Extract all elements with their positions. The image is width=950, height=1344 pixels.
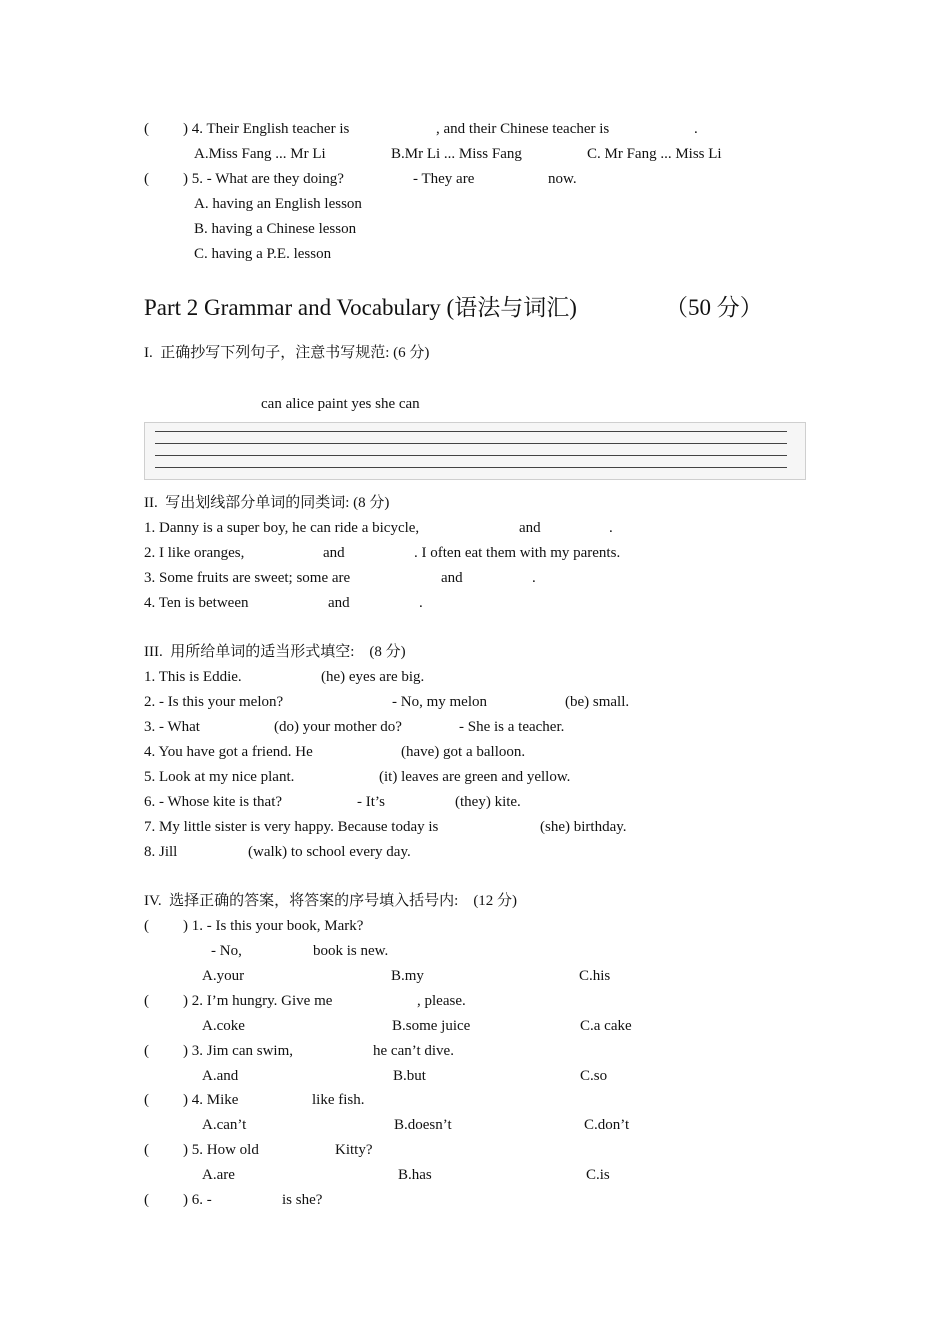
copy-sentence: can alice paint yes she can [261, 396, 420, 412]
s3-item-2-b: - No, my melon [392, 694, 487, 710]
s4-q1-stem: ) 1. - Is this your book, Mark? [183, 918, 364, 934]
s3-item-4-a: 4. You have got a friend. He [144, 744, 313, 760]
s4-q1-option-a: A.your [202, 968, 245, 984]
s3-item-3-c: - She is a teacher. [459, 719, 565, 735]
s4-q3-tail: he can’t dive. [373, 1043, 454, 1059]
s3-item-6-a: 6. - Whose kite is that? [144, 794, 283, 810]
question-5-mid: - They are [413, 171, 475, 187]
s4-q5-stem: ) 5. How old [183, 1142, 259, 1158]
question-4-stem: ) 4. Their English teacher is [183, 121, 350, 137]
s4-q4-tail: like fish. [312, 1092, 365, 1108]
s2-item-4-and: and [328, 595, 350, 611]
s2-item-4-end: . [419, 595, 423, 611]
s4-q5-option-a: A.are [202, 1167, 235, 1183]
s3-item-8-a: 8. Jill [144, 844, 178, 860]
s4-q1-line2-a: - No, [211, 943, 242, 959]
s4-q3-option-a: A.and [202, 1068, 239, 1084]
question-4-option-a: A.Miss Fang ... Mr Li [194, 146, 326, 162]
s2-item-1-end: . [609, 520, 613, 536]
question-5-option-b: B. having a Chinese lesson [194, 221, 357, 237]
s4-q6-stem: ) 6. - [183, 1192, 212, 1208]
s4-q4-option-b: B.doesn’t [394, 1117, 452, 1133]
question-5-stem: ) 5. - What are they doing? [183, 171, 344, 187]
writing-line [155, 431, 787, 432]
s3-item-3-b: (do) your mother do? [274, 719, 402, 735]
s3-item-2-a: 2. - Is this your melon? [144, 694, 284, 710]
question-4-option-b: B.Mr Li ... Miss Fang [391, 146, 522, 162]
s3-item-2-c: (be) small. [565, 694, 630, 710]
s3-item-1-a: 1. This is Eddie. [144, 669, 242, 685]
s3-item-1-b: (he) eyes are big. [321, 669, 425, 685]
s4-q4-stem: ) 4. Mike [183, 1092, 239, 1108]
s3-item-6-b: - It’s [357, 794, 385, 810]
part-2-title: Part 2 Grammar and Vocabulary (语法与词汇) [144, 295, 577, 320]
s2-item-2-and: and [323, 545, 345, 561]
s4-q3-stem: ) 3. Jim can swim, [183, 1043, 293, 1059]
answer-paren-open: ( [144, 918, 149, 934]
s2-item-1-and: and [519, 520, 541, 536]
s2-item-3-text: 3. Some fruits are sweet; some are [144, 570, 351, 586]
question-4-option-c: C. Mr Fang ... Miss Li [587, 146, 722, 162]
question-4-end: . [694, 121, 698, 137]
s3-item-5-b: (it) leaves are green and yellow. [379, 769, 571, 785]
answer-paren-open: ( [144, 993, 149, 1009]
s4-q1-option-b: B.my [391, 968, 424, 984]
answer-paren-open: ( [144, 1043, 149, 1059]
s2-item-3-and: and [441, 570, 463, 586]
s3-item-7-a: 7. My little sister is very happy. Because today is [144, 819, 439, 835]
question-4-mid: , and their Chinese teacher is [436, 121, 610, 137]
s2-item-4-text: 4. Ten is between [144, 595, 249, 611]
s2-item-1-text: 1. Danny is a super boy, he can ride a bicycle, [144, 520, 420, 536]
answer-paren-open: ( [144, 1142, 149, 1158]
s4-q2-stem: ) 2. I’m hungry. Give me [183, 993, 333, 1009]
part-2-score: （50 分） [665, 295, 763, 320]
s3-item-8-b: (walk) to school every day. [248, 844, 411, 860]
writing-line [155, 455, 787, 456]
s3-item-5-a: 5. Look at my nice plant. [144, 769, 295, 785]
s4-q2-option-c: C.a cake [580, 1018, 632, 1034]
section-3-heading: III. 用所给单词的适当形式填空: (8 分) [144, 644, 406, 660]
s4-q5-option-c: C.is [586, 1167, 610, 1183]
s4-q3-option-b: B.but [393, 1068, 426, 1084]
question-5-end: now. [548, 171, 577, 187]
s4-q1-option-c: C.his [579, 968, 611, 984]
answer-paren-open: ( [144, 1092, 149, 1108]
section-2-heading: II. 写出划线部分单词的同类词: (8 分) [144, 495, 390, 511]
writing-line [155, 443, 787, 444]
s2-item-2-text: 2. I like oranges, [144, 545, 245, 561]
s3-item-7-b: (she) birthday. [540, 819, 627, 835]
s4-q5-option-b: B.has [398, 1167, 432, 1183]
writing-line [155, 467, 787, 468]
question-5-option-c: C. having a P.E. lesson [194, 246, 332, 262]
s4-q4-option-c: C.don’t [584, 1117, 630, 1133]
question-5-option-a: A. having an English lesson [194, 196, 362, 212]
s4-q2-tail: , please. [417, 993, 466, 1009]
section-4-heading: IV. 选择正确的答案，将答案的序号填入括号内: (12 分) [144, 893, 518, 909]
answer-paren-open: ( [144, 1192, 149, 1208]
s4-q2-option-b: B.some juice [392, 1018, 471, 1034]
s4-q2-option-a: A.coke [202, 1018, 245, 1034]
answer-paren-open: ( [144, 171, 149, 187]
s4-q5-tail: Kitty? [335, 1142, 373, 1158]
s4-q4-option-a: A.can’t [202, 1117, 247, 1133]
s4-q6-tail: is she? [282, 1192, 323, 1208]
answer-paren-open: ( [144, 121, 149, 137]
handwriting-lines[interactable] [144, 422, 806, 480]
s2-item-2-end: . I often eat them with my parents. [414, 545, 621, 561]
s4-q3-option-c: C.so [580, 1068, 608, 1084]
s3-item-3-a: 3. - What [144, 719, 200, 735]
s4-q1-line2-b: book is new. [313, 943, 389, 959]
s3-item-4-b: (have) got a balloon. [401, 744, 526, 760]
section-1-heading: I. 正确抄写下列句子，注意书写规范: (6 分) [144, 345, 430, 361]
s2-item-3-end: . [532, 570, 536, 586]
s3-item-6-c: (they) kite. [455, 794, 521, 810]
